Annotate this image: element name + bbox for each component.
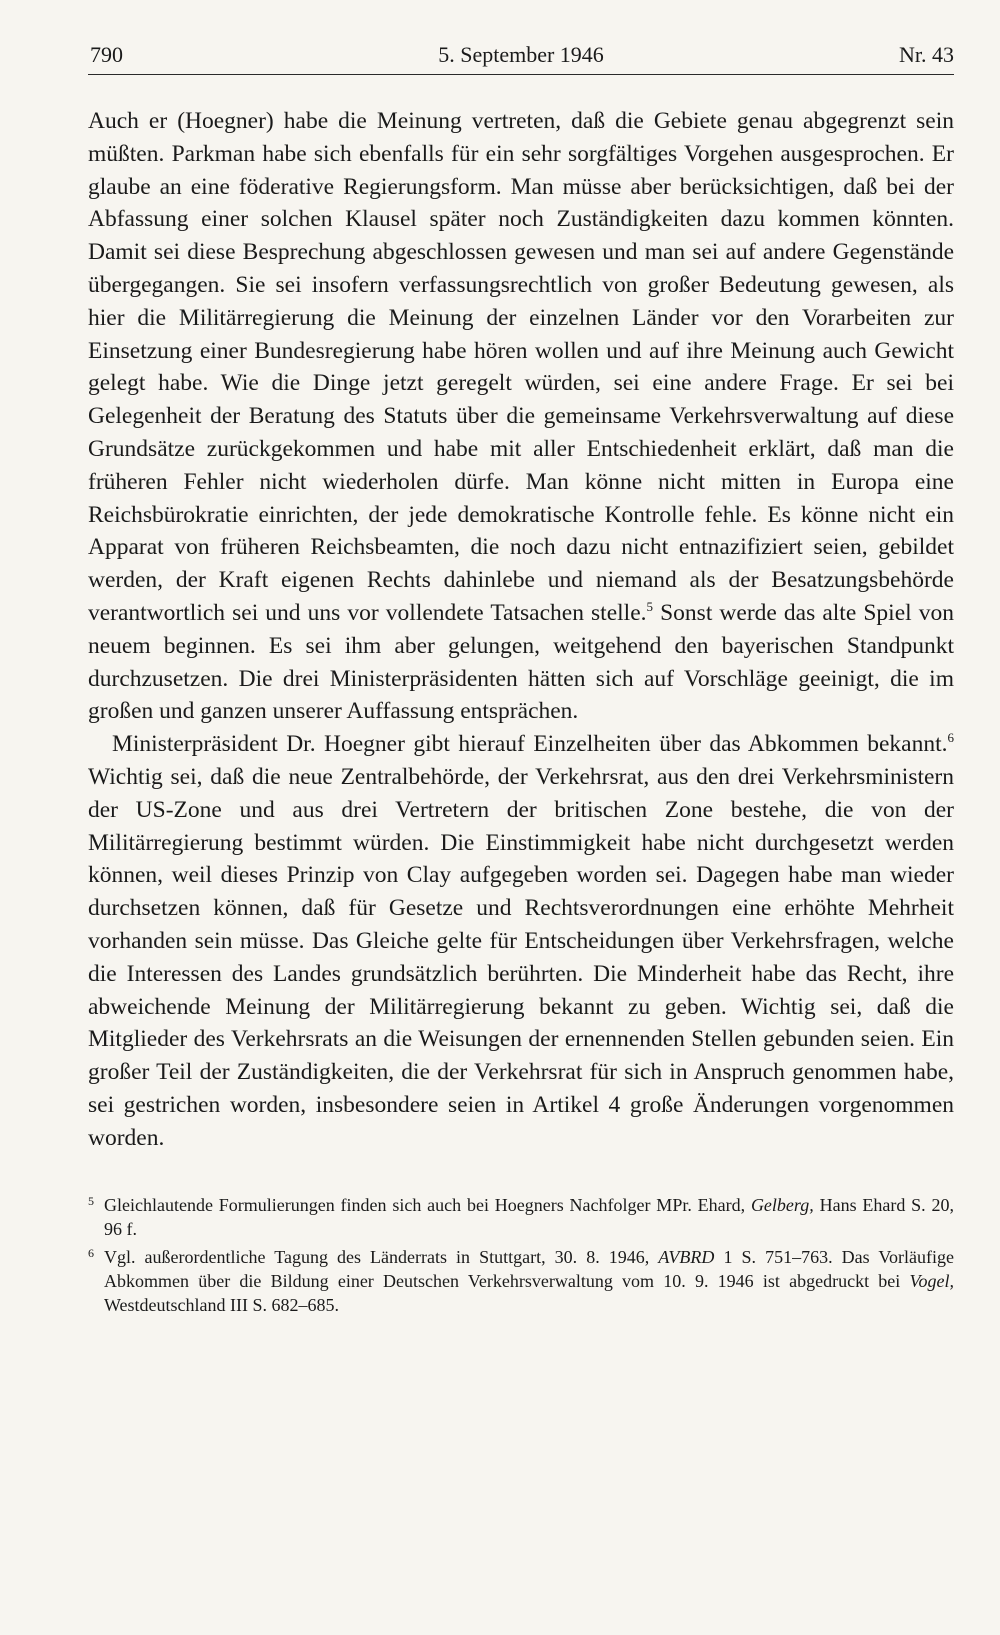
paragraph: [88, 105, 954, 728]
footnote-author: Vogel,: [909, 1270, 954, 1291]
footnote-text: Vgl. außerordentliche Tagung des Länderrats in Stuttgart, 30. 8. 1946,: [104, 1246, 659, 1267]
page-number: 790: [90, 42, 123, 67]
paragraph: [88, 728, 954, 1154]
footnote-reference-6[interactable]: 6: [947, 730, 954, 746]
footnote-source: AVBRD: [658, 1246, 715, 1267]
paragraph-text: Sonst werde das alte Spiel von neuem beginnen. Es sei ihm aber gelungen, weitgehend den bayerischen Standpunkt durchzusetzen. Die drei Ministerpräsidenten hätten sich auf Vorschläge geeinigt, die im großen und ganzen unserer Auffassung entsprächen.: [88, 599, 954, 725]
paragraph-text: Ministerpräsident Dr. Hoegner gibt hierauf Einzelheiten über das Abkommen bekannt.: [112, 731, 948, 758]
footnote-6: [88, 1245, 954, 1317]
footnote-5: [88, 1193, 954, 1241]
footnote-marker: 5: [88, 1193, 94, 1208]
document-page: [88, 38, 954, 1321]
footnote-text: Westdeutschland III S. 682–685.: [104, 1294, 340, 1315]
footnote-text: 1 S. 751–763. Das Vorläufige Abkommen über die Bildung einer Deutschen Verkehrsverwaltung vom 10. 9. 1946 ist abgedruckt bei: [104, 1246, 954, 1291]
footnote-text: Hans Ehard S. 20, 96 f.: [104, 1194, 954, 1239]
header-issue-number: Nr. 43: [899, 42, 954, 67]
footnote-marker: 6: [88, 1245, 94, 1260]
footnote-author: Gelberg,: [750, 1194, 814, 1215]
header-date: 5. September 1946: [438, 42, 604, 67]
footnote-reference-5[interactable]: 5: [646, 599, 654, 615]
body-text: [88, 105, 954, 1155]
running-head: [88, 38, 954, 75]
footnote-text: Gleichlautende Formulierungen finden sich auch bei Hoegners Nachfolger MPr. Ehard,: [104, 1194, 751, 1215]
paragraph-text: Auch er (Hoegner) habe die Meinung vertreten, daß die Gebiete genau abgegrenzt sein müßten. Parkman habe sich ebenfalls für ein sehr sorgfältiges Vorgehen ausgesprochen. Er glaube an eine föderative Regierungsform. Man müsse aber berücksichtigen, daß bei der Abfassung einer solchen Klausel später noch Zuständigkeiten dazu kommen könnten. Damit sei diese Besprechung abgeschlossen gewesen und man sei auf andere Gegenstände übergegangen. Sie sei insofern verfassungsrechtlich von großer Bedeutung gewesen, als hier die Militärregierung die Meinung der einzelnen Länder vor den Vorarbeiten zur Einsetzung einer Bundesregierung habe hören wollen und auf ihre Meinung auch Gewicht gelegt habe. Wie die Dinge jetzt geregelt würden, sei eine andere Frage. Er sei bei Gelegenheit der Beratung des Statuts über die gemeinsame Verkehrsverwaltung auf diese Grundsätze zurückgekommen und habe mit aller Entschiedenheit erklärt, daß man die früheren Fehler nicht wiederholen dürfe. Man könne nicht mitten in Europa eine Reichsbürokratie einrichten, der jede demokratische Kontrolle fehle. Es könne nicht ein Apparat von früheren Reichsbeamten, die noch dazu nicht entnazifiziert seien, gebildet werden, der Kraft eigenen Rechts dahinlebe und niemand als der Besatzungsbehörde verantwortlich sei und uns vor vollendete Tatsachen stelle.: [88, 108, 954, 626]
footnotes: [88, 1193, 954, 1317]
paragraph-text: Wichtig sei, daß die neue Zentralbehörde, der Verkehrsrat, aus den drei Verkehrsministern der US-Zone und aus drei Vertretern der britischen Zone bestehe, die von der Militärregierung bestimmt würden. Die Einstimmigkeit habe nicht durchgesetzt werden können, weil dieses Prinzip von Clay aufgegeben worden sei. Dagegen habe man wieder durchsetzen können, daß für Gesetze und Rechtsverordnungen eine erhöhte Mehrheit vorhanden sein müsse. Das Gleiche gelte für Entscheidungen über Verkehrsfragen, welche die Interessen des Landes grundsätzlich berührten. Die Minderheit habe das Recht, ihre abweichende Meinung der Militärregierung bekannt zu geben. Wichtig sei, daß die Mitglieder des Verkehrsrats an die Weisungen der ernennenden Stellen gebunden seien. Ein großer Teil der Zuständigkeiten, die der Verkehrsrat für sich in Anspruch genommen habe, sei gestrichen worden, insbesondere seien in Artikel 4 große Änderungen vorgenommen worden.: [88, 763, 954, 1151]
